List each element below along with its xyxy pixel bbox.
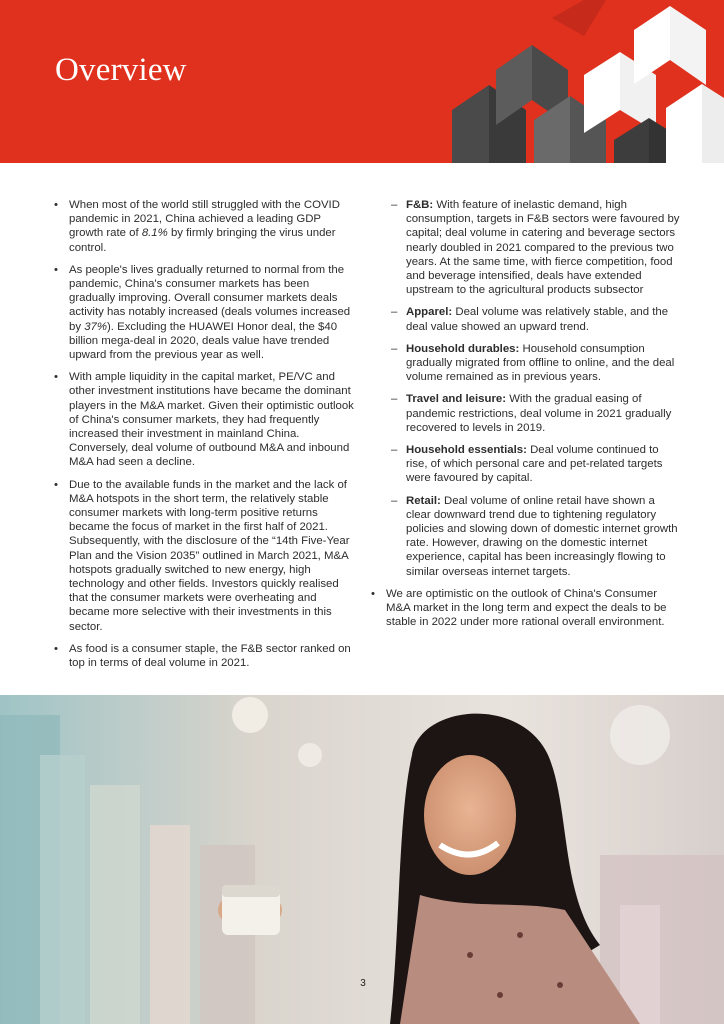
page-number: 3 [360, 978, 366, 989]
sector-list [371, 198, 681, 579]
bullet-item: • With ample liquidity in the capital market, PE/VC and other investment institutions have became the dominant players in the M&A market. Given their optimistic outlook of China's consumer markets, they had frequently increased their investment in mainland China. Conversely, deal volume of outbound M&A and inbound M&A had seen a decline. [54, 370, 354, 469]
page-header [0, 0, 724, 163]
sector-item: – F&B: With feature of inelastic demand, high consumption, targets in F&B sectors were favoured by capital; deal volume in catering and beverage sectors nearly doubled in 2021 compared to the previous two years. At the same time, with fierce competition, food and beverage intensified, deals have extended upstream to the agricultural products subsector [391, 198, 681, 297]
right-column [371, 198, 681, 637]
sector-item: – Household durables: Household consumption gradually migrated from offline to online, and the deal volume remained as in previous years. [391, 342, 681, 385]
chevron-shape [552, 0, 606, 36]
page-title: Overview [55, 52, 187, 88]
chevron-shape [702, 84, 724, 163]
chevron-shape [670, 6, 706, 85]
sector-item: – Apparel: Deal volume was relatively stable, and the deal value showed an upward trend. [391, 305, 681, 333]
chevron-shape [666, 84, 702, 163]
sector-item: – Retail: Deal volume of online retail have shown a clear downward trend due to tightening regulatory policies and slowing down of domestic internet growth rate. However, drawing on the domestic internet experience, capital has been increasingly flowing to similar overseas internet targets. [391, 494, 681, 579]
chevron-shape [614, 118, 649, 163]
bullet-item: • As people's lives gradually returned to normal from the pandemic, China's consumer markets has been gradually improving. Overall consumer markets deals activity has notably increased (deals volumes increased by 37%). Excluding the HUAWEI Honor deal, the $40 billion mega-deal in 2020, deals value have trended upward from the previous year as well. [54, 263, 354, 362]
chevron-shape [584, 52, 620, 133]
left-column [54, 198, 354, 678]
bullet-item: • When most of the world still struggled with the COVID pandemic in 2021, China achieved a leading GDP growth rate of 8.1% by firmly bringing the virus under control. [54, 198, 354, 255]
bullet-item: • We are optimistic on the outlook of China's Consumer M&A market in the long term and expect the deals to be stable in 2022 under more rational overall environment. [371, 587, 681, 630]
chevron-shape [634, 6, 670, 84]
chevron-shape [452, 85, 489, 163]
bullet-item: • Due to the available funds in the market and the lack of M&A hotspots in the short term, the relatively stable consumer markets with long-term positive returns became the focus of market in the first half of 2021. Subsequently, with the disclosure of the “14th Five-Year Plan and the Vision 2035” outlined in March 2021, M&A hotspots gradually switched to new energy, high technology and other fields. Investors quickly realised that the consumer markets were overheating and became more selective with their investments in this sector. [54, 478, 354, 634]
sector-item: – Household essentials: Deal volume continued to rise, of which personal care and pet-related targets were favoured by capital. [391, 443, 681, 486]
chevron-graphic [434, 0, 724, 163]
shopper-photo [0, 695, 724, 1024]
bullet-item: • As food is a consumer staple, the F&B sector ranked on top in terms of deal volume in 2021. [54, 642, 354, 670]
sector-item: – Travel and leisure: With the gradual easing of pandemic restrictions, deal volume in 2021 gradually recovered to levels in 2019. [391, 392, 681, 435]
